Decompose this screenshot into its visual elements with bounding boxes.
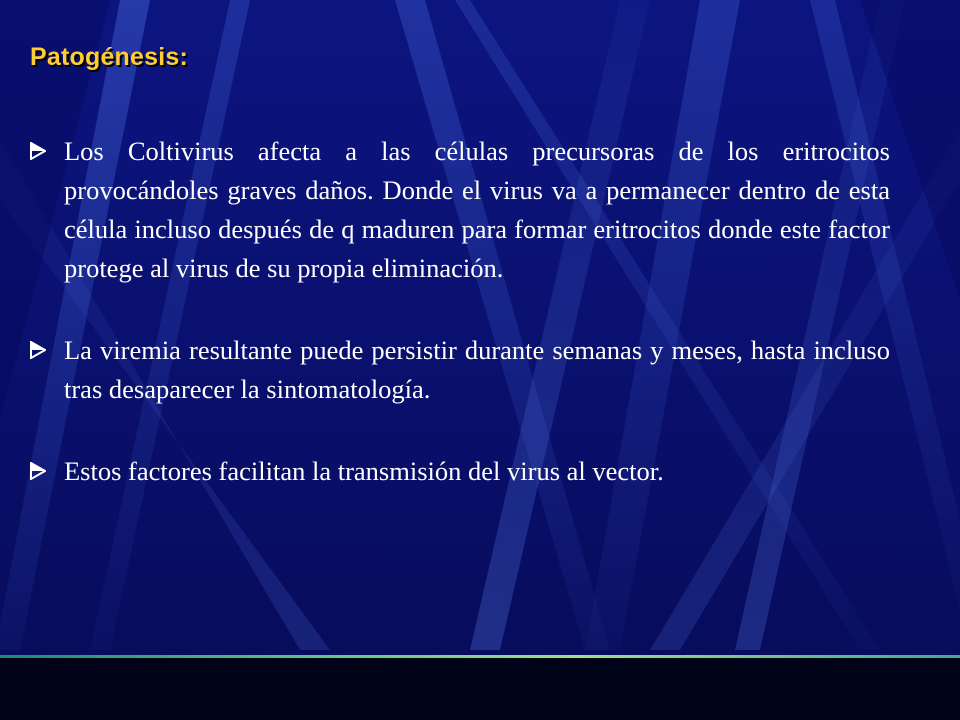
footer-band [0,658,960,720]
bullet-text: La viremia resultante puede persistir durante semanas y meses, hasta incluso tras desaparecer la sintomatología. [64,335,890,404]
arrow-triangle-bullet-icon [30,341,46,359]
slide-title: Patogénesis: [30,43,189,71]
bullet-list [30,132,890,491]
bullet-text: Los Coltivirus afecta a las células precursoras de los eritrocitos provocándoles graves daños. Donde el virus va a permanecer dentro de esta célula incluso después de q maduren para formar eritrocitos donde este factor protege al virus de su propia eliminación. [64,136,890,283]
bullet-item [30,452,890,491]
bullet-text: Estos factores facilitan la transmisión del virus al vector. [64,456,664,486]
arrow-triangle-bullet-icon [30,462,46,480]
bullet-item [30,132,890,288]
bullet-item [30,331,890,409]
arrow-triangle-bullet-icon [30,142,46,160]
